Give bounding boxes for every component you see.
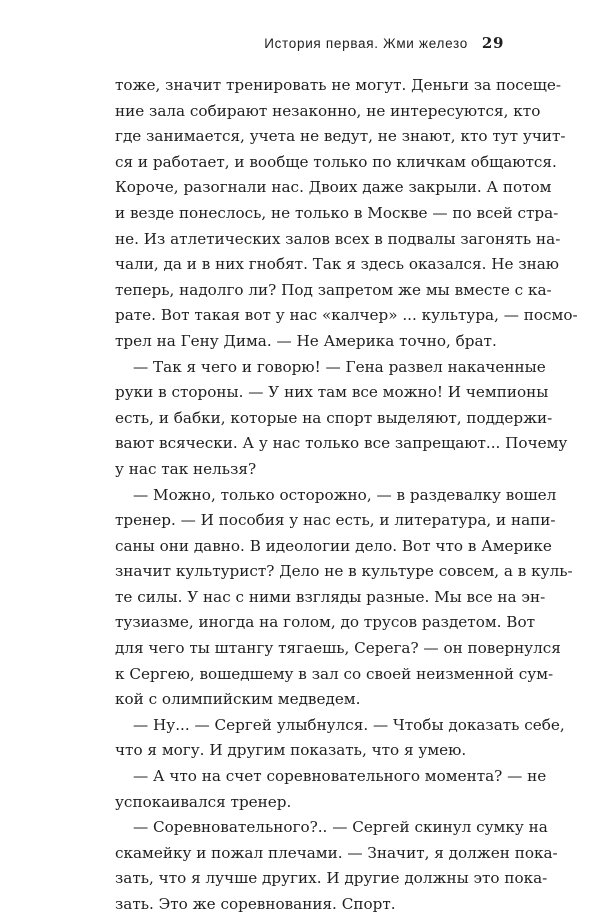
text-line: — Соревновательного?.. — Сергей скинул сумку на xyxy=(133,818,548,837)
text-line: вают всячески. А у нас только все запрещают... Почему xyxy=(115,434,568,453)
text-line: ся и работает, и вообще только по кличкам общаются. xyxy=(115,152,557,171)
text-line: зать, что я лучше других. И другие должны это пока- xyxy=(115,869,548,888)
text-line: зать. Это же соревнования. Спорт. xyxy=(115,895,396,913)
running-header xyxy=(264,34,504,52)
text-line: для чего ты штангу тягаешь, Серега? — он повернулся xyxy=(115,639,561,658)
text-line: что я могу. И другим показать, что я умею. xyxy=(115,741,467,760)
text-line: чали, да и в них гнобят. Так я здесь оказался. Не знаю xyxy=(115,255,560,274)
text-line: те силы. У нас с ними взгляды разные. Мы все на эн- xyxy=(115,587,546,606)
text-line: — Ну... — Сергей улыбнулся. — Чтобы доказать себе, xyxy=(133,715,565,734)
text-line: трел на Гену Дима. — Не Америка точно, брат. xyxy=(115,331,497,350)
chapter-title: История первая. Жми железо xyxy=(264,36,468,51)
text-line: тренер. — И пособия у нас есть, и литература, и напи- xyxy=(115,511,556,530)
text-line: Короче, разогнали нас. Двоих даже закрыли. А потом xyxy=(115,178,552,197)
text-line: кой с олимпийским медведем. xyxy=(115,690,361,709)
text-line: саны они давно. В идеологии дело. Вот что в Америке xyxy=(115,536,552,555)
text-line: значит культурист? Дело не в культуре совсем, а в куль- xyxy=(115,562,573,581)
text-line: тоже, значит тренировать не могут. Деньги за посеще- xyxy=(115,76,561,94)
page-number: 29 xyxy=(481,34,504,52)
text-line: — Можно, только осторожно, — в раздевалку вошел xyxy=(133,485,557,504)
text-line: теперь, надолго ли? Под запретом же мы вместе с ка- xyxy=(115,280,552,299)
text-line: скамейку и пожал плечами. — Значит, я должен пока- xyxy=(115,843,558,862)
text-line: к Сергею, вошедшему в зал со своей неизменной сум- xyxy=(115,664,554,683)
body-text xyxy=(115,73,578,918)
text-line: успокаивался тренер. xyxy=(115,792,292,811)
text-line: руки в стороны. — У них там все можно! И чемпионы xyxy=(115,383,549,402)
text-line: у нас так нельзя? xyxy=(115,459,257,478)
text-line: рате. Вот такая вот у нас «калчер» ... культура, — посмо- xyxy=(115,306,578,325)
text-line: есть, и бабки, которые на спорт выделяют, поддержи- xyxy=(115,408,553,427)
text-line: — А что на счет соревновательного момента? — не xyxy=(133,767,547,786)
text-line: где занимается, учета не ведут, не знают, кто тут учит- xyxy=(115,127,566,146)
text-line: — Так я чего и говорю! — Гена развел накаченные xyxy=(133,357,546,376)
text-line: ние зала собирают незаконно, не интересуются, кто xyxy=(115,101,541,120)
text-line: тузиазме, иногда на голом, до трусов раздетом. Вот xyxy=(115,613,536,632)
text-line: и везде понеслось, не только в Москве — по всей стра- xyxy=(115,203,559,222)
text-line: не. Из атлетических залов всех в подвалы загонять на- xyxy=(115,229,561,248)
